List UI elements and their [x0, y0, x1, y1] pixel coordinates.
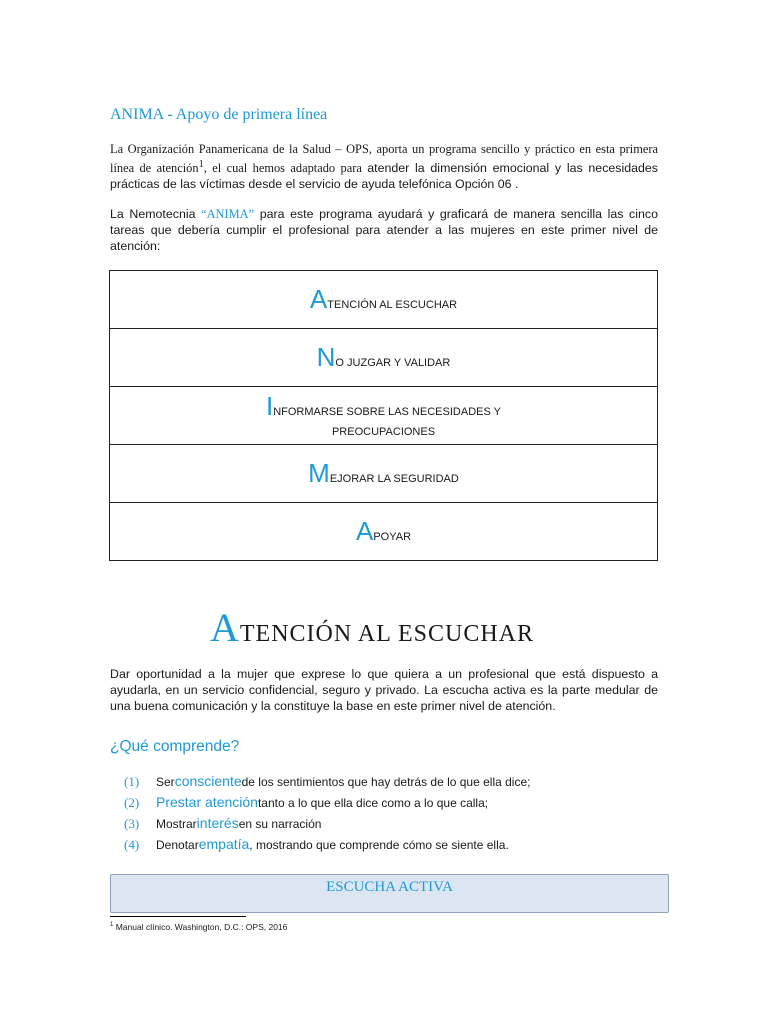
anima-row	[110, 387, 658, 445]
anima-cell	[110, 503, 658, 561]
list-text: en su narración	[238, 817, 322, 831]
list-item	[124, 815, 664, 836]
footnote-mark: 1	[110, 922, 114, 929]
list-highlight: interés	[196, 815, 239, 831]
box-title: ESCUCHA ACTIVA	[326, 879, 453, 895]
anima-cell	[110, 387, 658, 445]
question-heading: ¿Qué comprende?	[110, 738, 240, 755]
anima-letter: A	[355, 516, 374, 546]
anima-text: NFORMARSE SOBRE LAS NECESIDADES Y	[273, 406, 502, 418]
list-item	[124, 836, 664, 857]
anima-letter: N	[316, 342, 336, 372]
list-text: , mostrando que comprende cómo se siente ella.	[249, 838, 509, 852]
anima-row	[110, 271, 658, 329]
list-text: Mostrar	[156, 817, 197, 831]
anima-letter: I	[265, 391, 274, 421]
anima-row	[110, 503, 658, 561]
section-title-initial: A	[210, 605, 240, 650]
intro-paragraph	[110, 141, 658, 192]
list-text: de los sentimientos que hay detrás de lo que ella dice;	[241, 775, 531, 789]
anima-text: EJORAR LA SEGURIDAD	[329, 473, 459, 485]
list-highlight: empatía	[198, 836, 250, 852]
anima-text: TENCIÓN AL ESCUCHAR	[327, 299, 458, 311]
mnemonic-text-1: La Nemotecnia	[110, 207, 202, 221]
anima-cell	[110, 445, 658, 503]
list-highlight: consciente	[174, 773, 242, 789]
footnote-separator	[110, 916, 246, 917]
anima-row	[110, 329, 658, 387]
list-number: (1)	[124, 774, 140, 789]
anima-text-line2: PREOCUPACIONES	[331, 426, 436, 438]
anima-text: O JUZGAR Y VALIDAR	[335, 357, 451, 369]
footnote	[110, 922, 287, 932]
anima-table	[109, 270, 658, 561]
list-number: (4)	[124, 837, 140, 852]
anima-cell	[110, 271, 658, 329]
list-number: (3)	[124, 816, 140, 831]
mnemonic-text-2: para este programa ayudará y graficará de manera sencilla las cinco tareas que debería cumplir el profesional para atender a las mujeres en este primer nivel de atención:	[110, 207, 658, 253]
intro-emphasis: atender la dimensión emocional y las necesidades prácticas de las víctimas desde el servicio de ayuda telefónica Opción 06 .	[110, 161, 658, 192]
listening-paragraph: Dar oportunidad a la mujer que exprese lo que quiera a un profesional que está dispuesto a ayudarla, en un servicio confidencial, seguro y privado. La escucha activa es la parte medular de una buena comunicación y la constituye la base en este primer nivel de atención.	[110, 667, 658, 713]
anima-row	[110, 445, 658, 503]
comprehension-list	[124, 773, 664, 857]
active-listening-box	[110, 874, 669, 913]
list-text: Ser	[156, 775, 175, 789]
footnote-text: Manual clínico. Washington, D.C.: OPS, 2016	[115, 922, 288, 932]
list-text: tanto a lo que ella dice como a lo que calla;	[257, 796, 489, 810]
anima-letter: M	[308, 458, 330, 488]
list-highlight: Prestar atención	[156, 794, 258, 810]
list-item	[124, 794, 664, 815]
anima-letter: A	[309, 284, 328, 314]
section-title-text: TENCIÓN AL ESCUCHAR	[239, 621, 535, 647]
list-text: Denotar	[156, 838, 199, 852]
intro-text-2: , el cual hemos adaptado para	[203, 161, 368, 176]
section-title	[210, 604, 534, 651]
page-heading: ANIMA - Apoyo de primera línea	[110, 106, 328, 123]
intro-text-1: La Organización Panamericana de la Salud – OPS, aporta un programa sencillo y práctico en esta primera línea de atención	[110, 142, 658, 176]
mnemonic-paragraph	[110, 206, 658, 254]
list-number: (2)	[124, 795, 140, 810]
mnemonic-quote: “ANIMA”	[201, 207, 255, 221]
footnote-ref: 1	[198, 159, 204, 170]
anima-cell	[110, 329, 658, 387]
list-item	[124, 773, 664, 794]
anima-text: POYAR	[373, 531, 412, 543]
